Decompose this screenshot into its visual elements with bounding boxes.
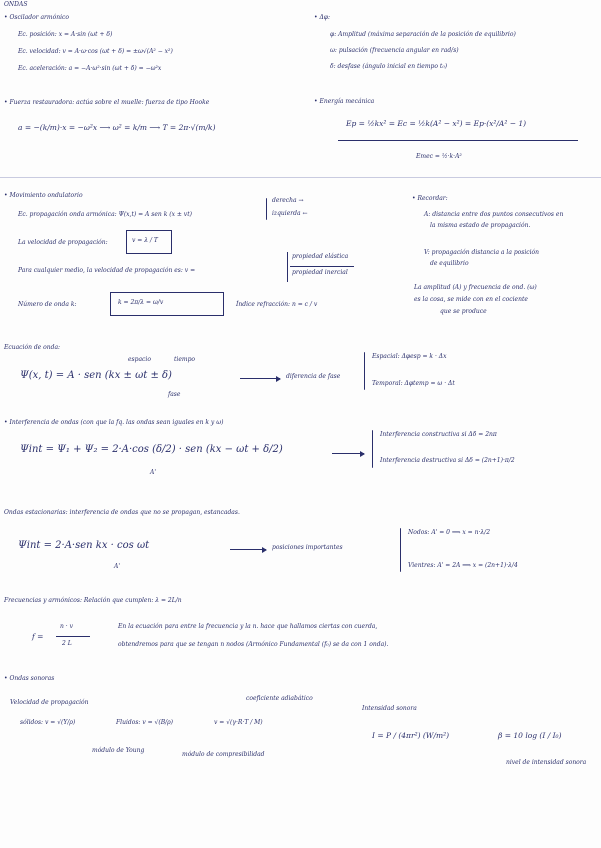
interference-brace xyxy=(372,430,373,468)
standing-brace xyxy=(400,528,401,572)
phase-heading: • Δφ: xyxy=(314,15,330,22)
standing-antinodes: Vientres: A' = 2A ⟹ x = (2n+1)·λ/4 xyxy=(408,562,518,569)
standing-amp-label: A' xyxy=(114,563,120,570)
equation-brace xyxy=(364,352,365,390)
mas-line-position: Ec. posición: x = A·sin (ωt + δ) xyxy=(18,31,113,38)
sound-fluid-label: módulo de compresibilidad xyxy=(182,751,265,758)
remember-heading: • Recordar: xyxy=(412,196,448,203)
wave-medium-line: Para cualquier medio, la velocidad de propagación es: v = xyxy=(18,267,196,274)
remember-line-1b: la misma estado de propagación. xyxy=(430,222,531,229)
equation-arrow xyxy=(240,378,280,379)
direction-left: izquierda ← xyxy=(272,210,308,217)
standing-formula: Ψint = 2·A·sen kx · cos ωt xyxy=(18,540,150,551)
phase-line-pulsation: ω: pulsación (frecuencia angular en rad/s) xyxy=(330,47,459,54)
sound-intensity-heading: Intensidad sonora xyxy=(362,705,417,712)
standing-nodes: Nodos: A' = 0 ⟹ x = n·λ/2 xyxy=(408,529,491,536)
equation-heading: Ecuación de onda: xyxy=(4,344,61,351)
remember-line-2: V: propagación distancia a la posición xyxy=(424,249,540,256)
remember-line-3c: que se produce xyxy=(440,308,487,315)
medium-fraction-bar xyxy=(290,266,354,267)
mas-line-velocity: Ec. velocidad: v = A·ω·cos (ωt + δ) = ±ω√(A² − x²) xyxy=(18,48,173,55)
mas-heading: • Oscilador armónico xyxy=(4,15,69,22)
harmonics-note-1: En la ecuación para entre la frecuencia y la n. hace que hallamos ciertas con cuerda, xyxy=(118,623,378,630)
remember-line-2b: de equilibrio xyxy=(430,260,469,267)
energy-formula: Ep = ½kx² = Ec = ½k(A² − x²) = Ep·(x²/A² − 1) xyxy=(346,119,527,128)
newton-formula: a = −(k/m)·x = −ω²x ⟶ ω² = k/m ⟶ T = 2π·√(m/k) xyxy=(18,123,216,132)
interference-destructive: Interferencia destructiva si Δδ = (2n+1)·π/2 xyxy=(380,457,515,464)
sound-beta-label: nivel de intensidad sonora xyxy=(506,759,587,766)
harmonics-lhs: f = xyxy=(32,632,44,641)
section-divider xyxy=(0,177,601,178)
interference-heading: • Interferencia de ondas (con que la fq. las ondas sean iguales en k y ω) xyxy=(4,420,223,427)
interference-constructive: Interferencia constructiva si Δδ = 2nπ xyxy=(380,431,497,438)
sound-velocity-heading: Velocidad de propagación xyxy=(10,699,89,706)
energy-heading: • Energía mecánica xyxy=(314,99,374,106)
sound-heading: • Ondas sonoras xyxy=(4,676,54,683)
wave-propagation-eq: Ec. propagación onda armónica: Ψ(x,t) = A sen k (x ± vt) xyxy=(18,211,192,218)
equation-label-time: tiempo xyxy=(174,356,196,363)
direction-right: derecha → xyxy=(272,197,304,204)
phase-line-amplitude: φ: Amplitud (máxima separación de la posición de equilibrio) xyxy=(330,31,516,38)
wave-number-formula: k = 2π/λ = ω/v xyxy=(118,299,164,306)
refraction-index: Índice refracción: n = c / v xyxy=(236,301,318,308)
equation-case-temporal: Temporal: Δφtemp = ω · Δt xyxy=(372,380,455,387)
sound-gas-label: coeficiente adiabático xyxy=(246,695,313,702)
standing-arrow-text: posiciones importantes xyxy=(272,544,343,551)
standing-heading: Ondas estacionarias: interferencia de ondas que no se propagan, estancadas. xyxy=(4,509,240,516)
sound-intensity-formula: I = P / (4πr²) (W/m²) xyxy=(372,731,450,740)
standing-arrow xyxy=(230,549,266,550)
medium-elastic: propiedad elástica xyxy=(292,253,349,260)
sound-fluids: Fluidos: v = √(B/ρ) xyxy=(116,719,174,726)
page-header: ONDAS xyxy=(4,1,28,8)
mas-line-acceleration: Ec. aceleración: a = −A·ω²·sin (ωt + δ) = −ω²x xyxy=(18,65,162,72)
energy-total: Emec = ½·k·A² xyxy=(416,153,462,160)
remember-line-3: La amplitud (A) y frecuencia de ond. (ω) xyxy=(414,284,537,291)
wave-heading: • Movimiento ondulatorio xyxy=(4,193,83,200)
wave-number-label: Número de onda k: xyxy=(18,301,77,308)
interference-amp-label: A' xyxy=(150,469,156,476)
harmonics-note-2: obtendremos para que se tengan n nodos (Armónico Fundamental (f₀) se da con 1 onda). xyxy=(118,641,389,648)
direction-brace xyxy=(266,198,267,220)
sound-solids: sólidos: v = √(Y/ρ) xyxy=(20,719,76,726)
energy-underline xyxy=(338,140,578,141)
harmonics-numerator: n · v xyxy=(60,623,73,630)
harmonics-denominator: 2 L xyxy=(62,640,72,647)
equation-case-spatial: Espacial: Δφesp = k · Δx xyxy=(372,353,447,360)
equation-arrow-text: diferencia de fase xyxy=(286,373,341,380)
velocity-formula: v = λ / T xyxy=(132,237,158,244)
wave-velocity-label: La velocidad de propagación: xyxy=(18,239,108,246)
equation-phase-label: fase xyxy=(168,391,181,398)
equation-formula: Ψ(x, t) = A · sen (kx ± ωt ± δ) xyxy=(20,370,172,381)
remember-line-3b: es la cosa, se mide con en el cociente xyxy=(414,296,528,303)
equation-label-space: espacio xyxy=(128,356,151,363)
medium-inertial: propiedad inercial xyxy=(292,269,348,276)
sound-gases: v = √(γ·R·T / M) xyxy=(214,719,263,726)
newton-heading: • Fuerza restauradora: actúa sobre el muelle: fuerza de tipo Hooke xyxy=(4,100,209,107)
sound-beta-formula: β = 10 log (I / I₀) xyxy=(498,731,562,740)
remember-line-1: A: distancia entre dos puntos consecutivos en xyxy=(424,211,564,218)
harmonics-fraction-bar xyxy=(56,636,90,637)
sound-solid-label: módulo de Young xyxy=(92,747,145,754)
harmonics-heading: Frecuencias y armónicos: Relación que cumplen: λ = 2L/n xyxy=(4,597,182,604)
interference-formula: Ψint = Ψ₁ + Ψ₂ = 2·A·cos (δ/2) · sen (kx − ωt + δ/2) xyxy=(20,444,283,455)
interference-arrow xyxy=(332,453,364,454)
phase-line-offset: δ: desfase (ángulo inicial en tiempo t₀) xyxy=(330,63,448,70)
